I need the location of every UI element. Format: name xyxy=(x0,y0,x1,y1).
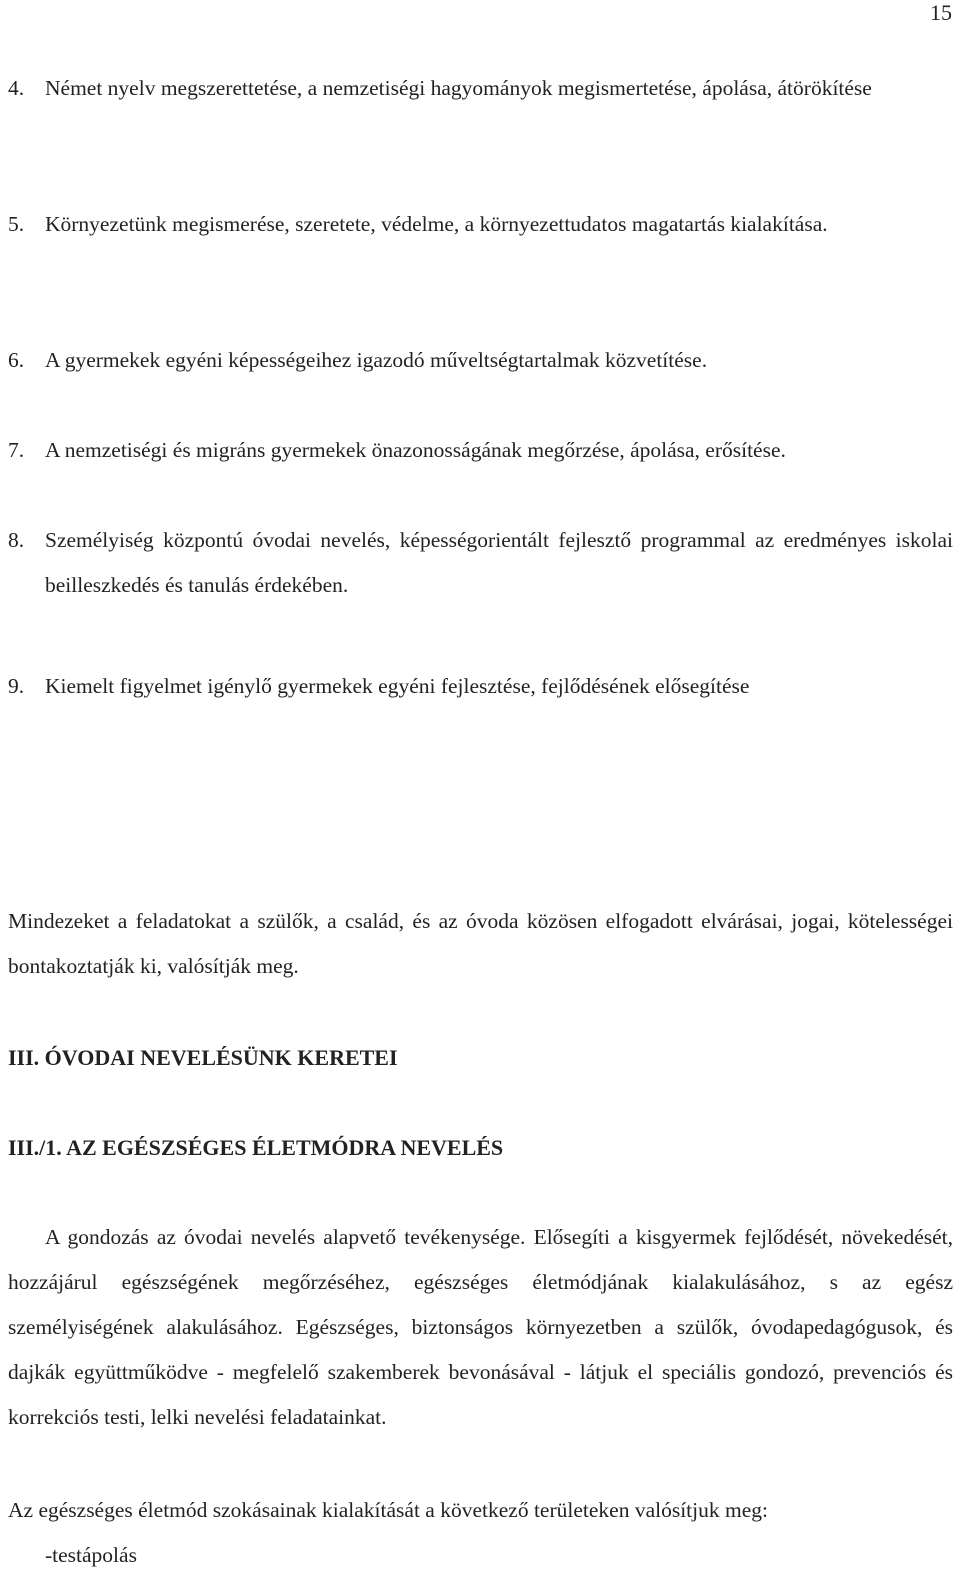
section-heading: III. ÓVODAI NEVELÉSÜNK KERETEI xyxy=(8,1045,398,1070)
list-item-number: 6. xyxy=(8,348,25,372)
list-item-text: Környezetünk megismerése, szeretete, védelme, a környezettudatos magatartás kialakítása. xyxy=(45,212,828,236)
list-item xyxy=(8,202,953,247)
list-item-number: 5. xyxy=(8,212,25,236)
subsection-heading: III./1. AZ EGÉSZSÉGES ÉLETMÓDRA NEVELÉS xyxy=(8,1135,504,1160)
list-item xyxy=(8,518,953,608)
list-start: -testápolás xyxy=(45,1543,137,1567)
list-item-number: 9. xyxy=(8,674,25,698)
list-item-number: 4. xyxy=(8,76,25,100)
list-item-text: A gyermekek egyéni képességeihez igazodó műveltségtartalmak közvetítése. xyxy=(45,348,708,372)
list-item xyxy=(8,664,953,709)
summary-paragraph: Mindezeket a feladatokat a szülők, a család, és az óvoda közösen elfogadott elvárásai, jogai, kötelességei bontakoztatják ki, valósítják meg. xyxy=(8,909,953,978)
list-item-text: Német nyelv megszerettetése, a nemzetiségi hagyományok megismertetése, ápolása, átörökítése xyxy=(45,76,872,100)
list-item xyxy=(8,66,953,111)
page-number: 15 xyxy=(930,0,952,25)
list-item xyxy=(8,338,953,383)
list-item-number: 8. xyxy=(8,528,25,552)
health-paragraph: A gondozás az óvodai nevelés alapvető tevékenysége. Elősegíti a kisgyermek fejlődését, növekedését, hozzájárul egészségének megőrzéséhez, egészséges életmódjának kialakulásához, s az egész személyiségének alakulásához. Egészséges, biztonságos környezetben a szülők, óvodapedagógusok, és dajkák együttműködve - megfelelő szakemberek bevonásával - látjuk el speciális gondozó, prevenciós és korrekciós testi, lelki nevelési feladatainkat. xyxy=(8,1225,953,1429)
list-item-number: 7. xyxy=(8,438,25,462)
list-item-text: Kiemelt figyelmet igénylő gyermekek egyéni fejlesztése, fejlődésének elősegítése xyxy=(45,674,750,698)
list-item-text: Személyiség központú óvodai nevelés, képességorientált fejlesztő programmal az eredményes iskolai beilleszkedés és tanulás érdekében. xyxy=(45,528,953,597)
list-item-text: A nemzetiségi és migráns gyermekek önazonosságának megőrzése, ápolása, erősítése. xyxy=(45,438,786,462)
habits-line: Az egészséges életmód szokásainak kialakítását a következő területeken valósítjuk meg: xyxy=(8,1498,768,1522)
list-item xyxy=(8,428,953,473)
